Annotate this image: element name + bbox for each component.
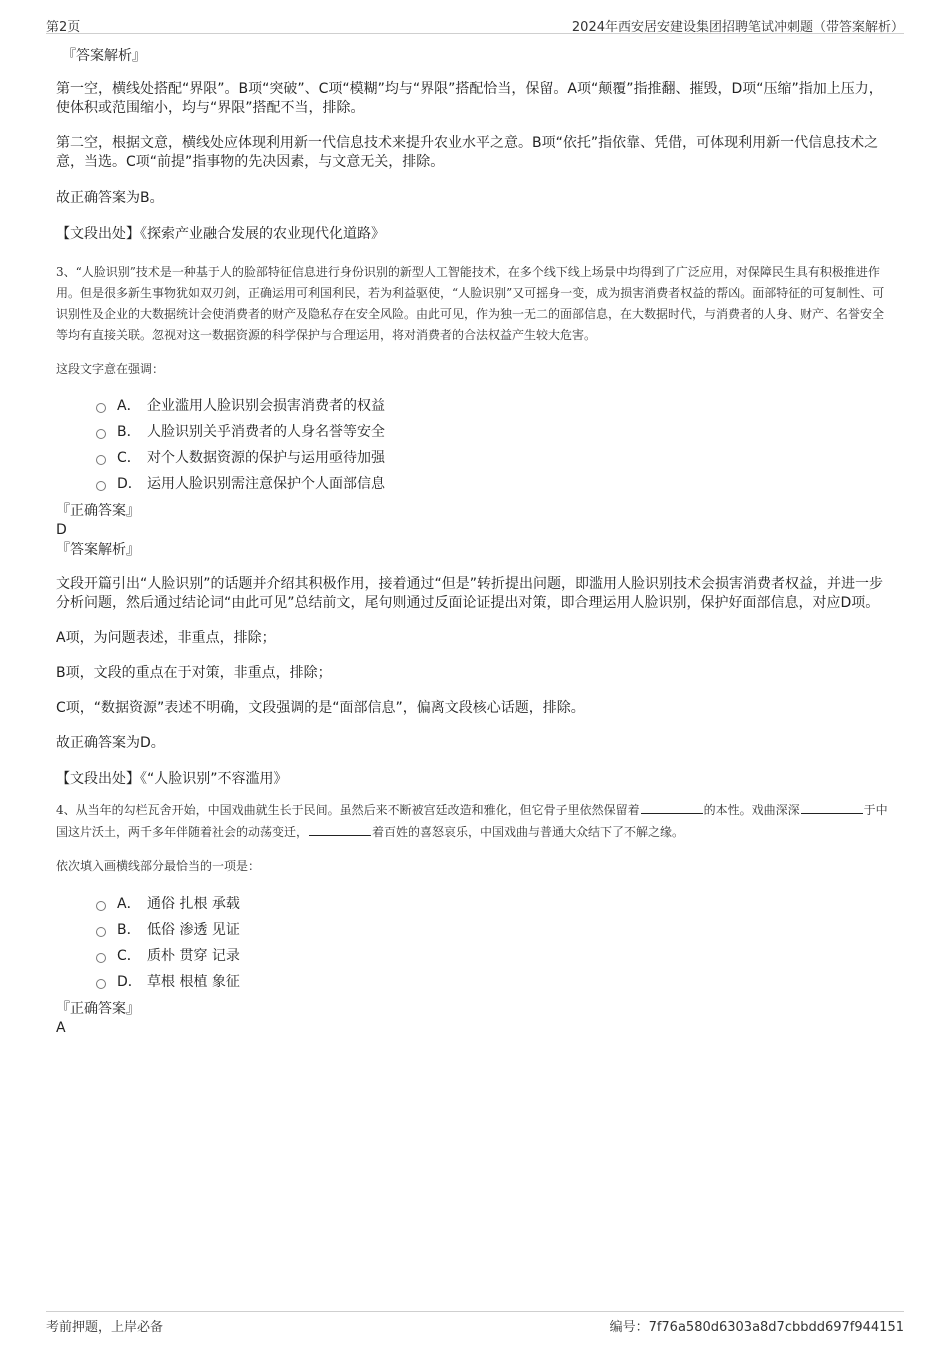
question-text: 3、“人脸识别”技术是一种基于人的脸部特征信息进行身份识别的新型人工智能技术，在多个线下线上场景中均得到了广泛应用，对保障民生具有积极推进作用。但是很多新生事物犹如双刃剑，正确运用可利国利民，若为利益驱使，“人脸识别”又可摇身一变，成为损害消费者权益的帮凶。面部特征的可复制性、可识别性及企业的大数据统计会使消费者的财产及隐私存在安全风险。由此可见，作为独一无二的面部信息，在大数据时代，与消费者的人身、财产、名誉安全等均有直接关联。忽视对这一数据资源的科学保护与合理运用，将对消费者的合法权益产生较大危害。 xyxy=(56,265,885,342)
radio-button[interactable] xyxy=(96,481,106,491)
question-prompt: 依次填入画横线部分最恰当的一项是： xyxy=(56,859,261,873)
option-letter: C． xyxy=(117,948,141,964)
page-footer xyxy=(46,1311,904,1334)
question-text-part: 于中国这片沃土，两千多年伴随着社会的动荡变迁， xyxy=(56,803,888,839)
analysis-paragraph: 第二空，根据文意，横线处应体现利用新一代信息技术来提升农业水平之意。B项“依托”指依靠、凭借，可体现利用新一代信息技术之意，当选。C项“前提”指事物的先决因素，与文意无关，排除。 xyxy=(56,135,879,170)
analysis-heading: 『答案解析』 xyxy=(56,542,140,558)
option-letter: B． xyxy=(117,922,141,938)
page-number: 第2页 xyxy=(46,20,81,35)
footer-slogan: 考前押题，上岸必备 xyxy=(46,1320,164,1335)
option-letter: D． xyxy=(117,476,142,492)
question-text-part: 着百姓的喜怒哀乐，中国戏曲与普通大众结下了不解之缘。 xyxy=(372,825,685,839)
option-d[interactable] xyxy=(96,968,894,994)
option-a[interactable] xyxy=(96,392,894,418)
analysis-conclusion: 故正确答案为B。 xyxy=(56,190,164,206)
analysis-paragraph: 第一空，横线处搭配“界限”。B项“突破”、C项“模糊”均与“界限”搭配恰当，保留。A项“颠覆”指推翻、摧毁，D项“压缩”指加上压力，使体积或范围缩小，均与“界限”搭配不当，排除。 xyxy=(56,81,883,116)
correct-answer: D xyxy=(56,522,67,538)
radio-button[interactable] xyxy=(96,901,106,911)
option-text: 对个人数据资源的保护与运用亟待加强 xyxy=(147,450,385,466)
radio-button[interactable] xyxy=(96,927,106,937)
option-text: 运用人脸识别需注意保护个人面部信息 xyxy=(147,476,385,492)
option-a[interactable] xyxy=(96,890,894,916)
fill-blank xyxy=(801,799,863,814)
radio-button[interactable] xyxy=(96,979,106,989)
option-text: 低俗 渗透 见证 xyxy=(147,922,240,938)
option-d[interactable] xyxy=(96,470,894,496)
document-title: 2024年西安居安建设集团招聘笔试冲刺题（带答案解析） xyxy=(571,20,904,35)
option-letter: C． xyxy=(117,450,141,466)
analysis-paragraph: A项，为问题表述，非重点，排除； xyxy=(56,630,276,646)
option-letter: D． xyxy=(117,974,142,990)
analysis-conclusion: 故正确答案为D。 xyxy=(56,735,165,751)
radio-button[interactable] xyxy=(96,429,106,439)
passage-source: 【文段出处】《探索产业融合发展的农业现代化道路》 xyxy=(56,226,385,242)
question-text-part: 4、从当年的勾栏瓦舍开始，中国戏曲就生长于民间。虽然后来不断被宫廷改造和雅化，但它骨子里依然保留着 xyxy=(56,803,640,817)
option-b[interactable] xyxy=(96,916,894,942)
option-b[interactable] xyxy=(96,418,894,444)
radio-button[interactable] xyxy=(96,455,106,465)
option-text: 人脸识别关乎消费者的人身名誉等安全 xyxy=(147,424,385,440)
radio-button[interactable] xyxy=(96,403,106,413)
option-text: 草根 根植 象征 xyxy=(147,974,240,990)
answer-options xyxy=(96,890,894,994)
option-c[interactable] xyxy=(96,942,894,968)
option-text: 质朴 贯穿 记录 xyxy=(147,948,240,964)
option-letter: A． xyxy=(117,896,141,912)
page-header xyxy=(46,15,904,34)
question-text-part: 的本性。戏曲深深 xyxy=(703,803,800,817)
radio-button[interactable] xyxy=(96,953,106,963)
option-text: 企业滥用人脸识别会损害消费者的权益 xyxy=(147,398,385,414)
answer-options xyxy=(96,392,894,496)
option-c[interactable] xyxy=(96,444,894,470)
question-prompt: 这段文字意在强调： xyxy=(56,362,165,376)
option-text: 通俗 扎根 承载 xyxy=(147,896,240,912)
option-letter: B． xyxy=(117,424,141,440)
analysis-paragraph: B项，文段的重点在于对策，非重点，排除； xyxy=(56,665,332,681)
answer-heading: 『正确答案』 xyxy=(56,503,140,519)
fill-blank xyxy=(309,821,371,836)
analysis-paragraph: 文段开篇引出“人脸识别”的话题并介绍其积极作用，接着通过“但是”转折提出问题，即滥用人脸识别技术会损害消费者权益，并进一步分析问题，然后通过结论词“由此可见”总结前文，尾句则通过反面论证提出对策，即合理运用人脸识别，保护好面部信息，对应D项。 xyxy=(56,576,884,611)
correct-answer: A xyxy=(56,1020,66,1036)
fill-blank xyxy=(641,799,703,814)
answer-heading: 『正确答案』 xyxy=(56,1001,140,1017)
option-letter: A． xyxy=(117,398,141,414)
question-text xyxy=(56,799,894,843)
passage-source: 【文段出处】《“人脸识别”不容滥用》 xyxy=(56,771,288,787)
analysis-paragraph: C项，“数据资源”表述不明确，文段强调的是“面部信息”，偏离文段核心话题，排除。 xyxy=(56,700,585,716)
analysis-heading: 『答案解析』 xyxy=(62,48,146,64)
document-body xyxy=(56,46,894,1037)
document-code: 编号：7f76a580d6303a8d7cbbdd697f944151 xyxy=(609,1320,904,1335)
